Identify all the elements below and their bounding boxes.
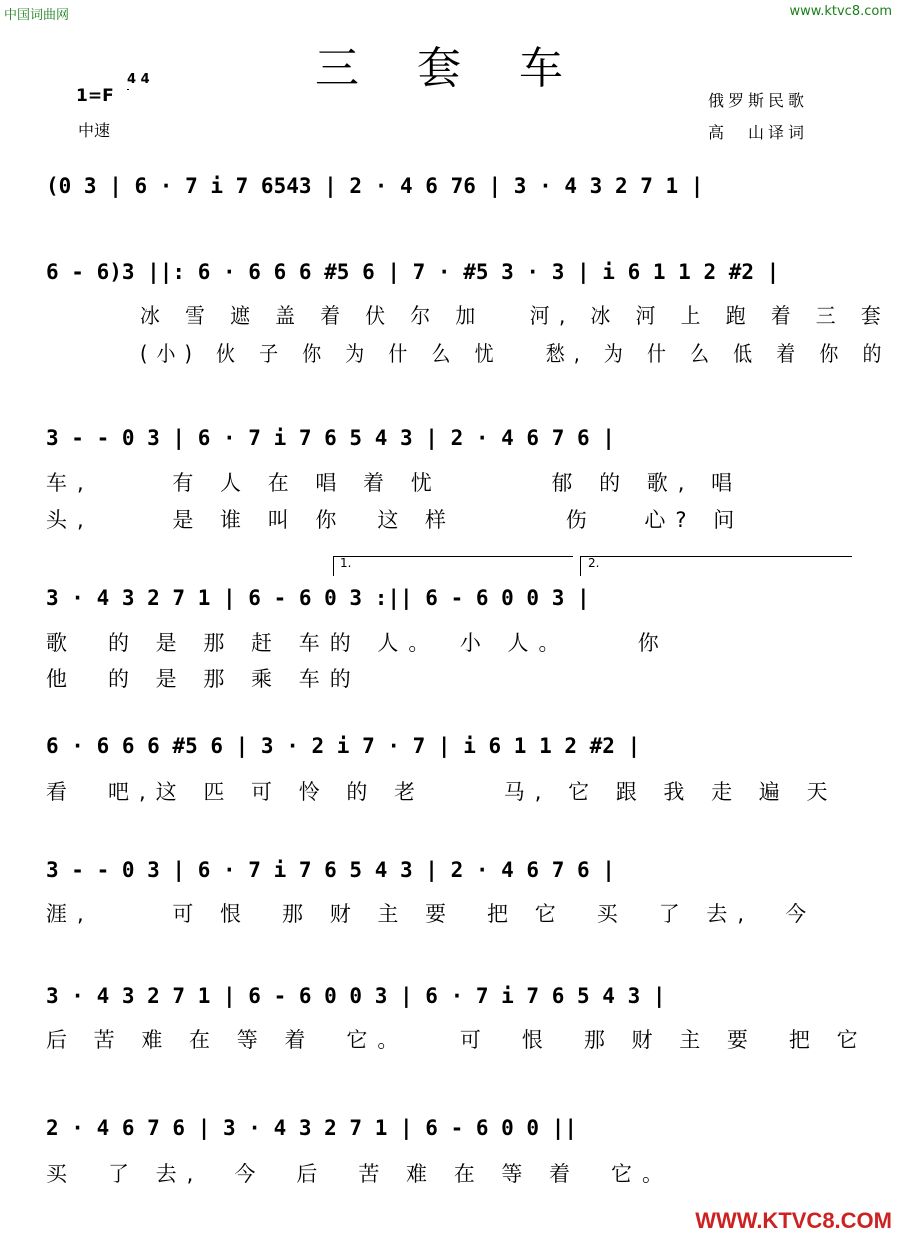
notation-row-5: 6 · 6 6 6 #5 6 | 3 · 2 i 7 · 7 | i 6 1 1 2 #2 | bbox=[46, 734, 641, 758]
watermark-bottom: WWW.KTVC8.COM bbox=[695, 1208, 892, 1233]
notation-row-6: 3 - - 0 3 | 6 · 7 i 7 6 5 4 3 | 2 · 4 6 7 6 | bbox=[46, 858, 615, 882]
lyric-row-7-verse-1: 后 苦 难 在 等 着 它。 可 恨 那 财 主 要 把 它 bbox=[46, 1028, 868, 1052]
lyric-row-2-verse-1: 冰 雪 遮 盖 着 伏 尔 加 河, 冰 河 上 跑 着 三 套 bbox=[140, 304, 891, 328]
translator-credit: 高 山译词 bbox=[708, 123, 809, 142]
origin-credit: 俄罗斯民歌 bbox=[708, 91, 809, 110]
lyric-row-6-verse-1: 涯, 可 恨 那 财 主 要 把 它 买 了 去, 今 bbox=[46, 902, 817, 926]
volta-second-label: 2. bbox=[588, 556, 600, 570]
notation-row-1: (0 3 | 6 · 7 i 7 6543 | 2 · 4 6 76 | 3 · 4 3 2 7 1 | bbox=[46, 174, 704, 198]
time-signature-bottom: 4 bbox=[140, 72, 150, 87]
notation-row-3: 3 - - 0 3 | 6 · 7 i 7 6 5 4 3 | 2 · 4 6 7 6 | bbox=[46, 426, 615, 450]
time-signature-top: 4 bbox=[127, 72, 137, 87]
lyric-row-4-verse-1: 歌 的 是 那 赶 车的 人。 小 人。 你 bbox=[46, 631, 669, 655]
key-signature: 1=F bbox=[76, 86, 114, 106]
lyric-row-8-verse-1: 买 了 去, 今 后 苦 难 在 等 着 它。 bbox=[46, 1162, 674, 1186]
notation-row-7: 3 · 4 3 2 7 1 | 6 - 6 0 0 3 | 6 · 7 i 7 6 5 4 3 | bbox=[46, 984, 666, 1008]
volta-first-hook bbox=[333, 556, 334, 576]
lyric-row-3-verse-2: 头, 是 谁 叫 你 这 样 伤 心? 问 bbox=[46, 508, 745, 532]
watermark-right: www.ktvc8.com bbox=[789, 4, 892, 19]
notation-row-8: 2 · 4 6 7 6 | 3 · 4 3 2 7 1 | 6 - 6 0 0 || bbox=[46, 1116, 578, 1140]
lyric-row-3-verse-1: 车, 有 人 在 唱 着 忧 郁 的 歌, 唱 bbox=[46, 471, 743, 495]
time-signature bbox=[127, 72, 150, 88]
volta-second-hook bbox=[580, 556, 581, 576]
tempo-marking: 中速 bbox=[78, 121, 111, 140]
volta-first-line bbox=[333, 556, 573, 557]
song-title: 三 套 车 bbox=[315, 43, 585, 94]
lyric-row-4-verse-2: 他 的 是 那 乘 车的 bbox=[46, 667, 361, 691]
notation-row-2: 6 - 6)3 ||: 6 · 6 6 6 #5 6 | 7 · #5 3 · 3 | i 6 1 1 2 #2 | bbox=[46, 260, 780, 284]
volta-first-label: 1. bbox=[340, 556, 352, 570]
volta-second-line bbox=[580, 556, 852, 557]
time-signature-divider bbox=[127, 89, 129, 90]
notation-row-4: 3 · 4 3 2 7 1 | 6 - 6 0 3 :|| 6 - 6 0 0 3 | bbox=[46, 586, 590, 610]
lyric-row-5-verse-1: 看 吧,这 匹 可 怜 的 老 马, 它 跟 我 走 遍 天 bbox=[46, 780, 838, 804]
watermark-left: 中国词曲网 bbox=[4, 8, 70, 23]
lyric-row-2-verse-2: (小) 伙 子 你 为 什 么 忧 愁, 为 什 么 低 着 你 的 bbox=[140, 342, 891, 366]
